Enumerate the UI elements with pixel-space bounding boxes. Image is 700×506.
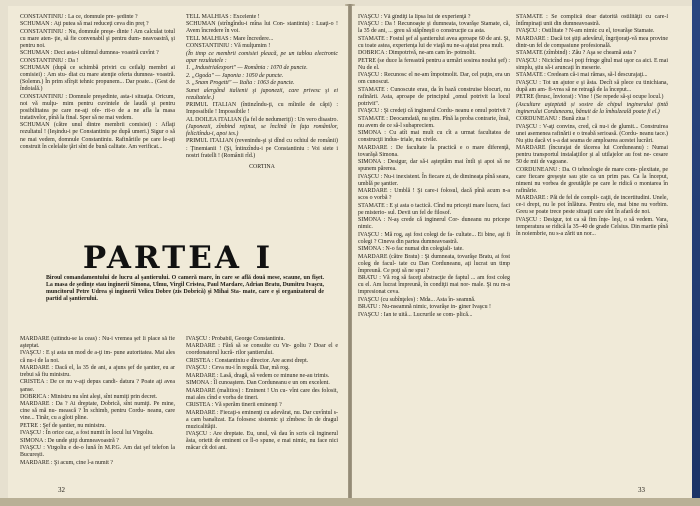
left-page-number: 32 [58,486,65,494]
left-page-column-3 [20,336,175,486]
dialogue-line: CORDUNEANU : Da. O tehnologie de mare com- plexitate, pe care fiecare greşeşte sau ştie ca un prim pas. Ca la început, nimeni nu vorbea de greutăţile pe care le ridică o montarea în rafinărie. [516,166,668,194]
dialogue-line: CORTINA [249,163,275,170]
dialogue-line: PRIMUL ITALIAN (revenindu-şi şi dînd cu ochiul de românii) : Ţinemianii ! (Şi, întinzîndu-i pe Constantiniu : Voi siete i nostri fratelli ! (Românii rîd.) [186,138,338,159]
dialogue-line: MARDARE (malitios) : Eminent ! Un cu- vînt care des folosit, mai ales cînd e vorba de tineri. [186,387,338,401]
dialogue-line: IVAŞCU : E şi asta un mod de a-ţi im- pune autoritatea. Mai ales că nu-i de la noi. [20,350,175,364]
dialogue-line: STAMATE : Fostul şef al şantierului avea aproape 60 de ani. Şi, cu toate astea, experienţa lui de viaţă nu ne-a ajutat prea mult. [358,35,510,49]
dialogue-line: IVAŞCU : Şi credeţi că inginerul Cordu- neanu e omul potrivit ? [358,108,510,115]
dialogue-line: IVAŞCU : Ostilitate ? N-am nimic cu el, tovarăşe Stamate. [516,28,655,35]
dialogue-line: (Ascultare aşteptată și sosire de chipul inginerului ţintă inginerului Corduneanu, bănuit de la îmbulzeală poate fi el.) [516,101,668,115]
dialogue-line: SIMONA : N-o fac numai din colegiali- tate. [358,246,464,253]
dialogue-line: CONSTANTINIU : Nu, domnule preşe- dinte ! Am calculat totul cu mare aten- ţie, să fie convenabil şi pentru dum- neavoastră, şi pentru noi. [20,28,175,49]
right-page-number: 33 [638,486,645,494]
dialogue-line: BRATU : Vă rog să faceţi abstracţie de faptul ... am fost coleg cu el. Am lucrat împreună, în condiţii mai nor- male. Şi nu m-a impresionat ceva. [358,275,510,296]
dialogue-line: CRISTEA : Constantiniu e director. Are acest drept. [186,357,309,364]
dialogue-line: SIMONA : De unde ştiţi dumneavoastră ? [20,437,119,444]
dialogue-line: 2. „Ogoda" — Japonia : 1050 de puncte. [186,72,284,79]
dialogue-line: TELL MALHIAS : Mare încredere... [186,35,274,42]
dialogue-line: IVAŞCU : Ian te uită... Lucrurile se com- plică... [358,311,473,318]
dialogue-line: PETRE : Şef de şantier, nu ministru. [20,422,106,429]
dialogue-line: CRISTEA : Vă sperăm tinerii eminenţi ? [186,402,282,409]
left-page-column-1 [20,14,175,226]
dialogue-line: IVAŞCU : Desigur, tot ca să fim înţe- leşi, o să vedem. Vara, temperatura se ridică la 35–40 de grade Celsius. Din martie pînă în noiembrie, nu s-a zărit un nor... [516,216,668,237]
dialogue-line: STAMATE : Cunoscute erau, da în bază construise blocuri, nu rafinării. Asta, aproape de principiul „omul potrivit la locul potrivit". [358,86,510,107]
dialogue-line: MARDARE : Dacă el, la 35 de ani, a ajuns şef de şantier, eu ar trebui să fiu ministru. [20,364,175,379]
dialogue-line: IVAŞCU : Da ! Recunoaşte şi dumneata, tovarăşe Stamate, că, la 35 de ani, ... greu să stăpîneşti o construcţie ca asta. [358,21,510,35]
dialogue-line: SIMONA : Îl cunoaştem. Dan Corduneanu e un om excelent. [186,380,330,387]
dialogue-line: MARDARE : De facultate la practică e o mare diferenţă, tovarăşă Simona. [358,144,510,158]
dialogue-line: MARDARE : Şi acum, cine l-a numit ? [20,459,113,466]
dialogue-line: CRISTEA : De ce nu v-aţi depus candi- datura ? Poate aţi avea şanse. [20,379,175,393]
dialogue-line: STAMATE : Deocamdată, nu ştim. Pînă la proba contrarie, însă, nu avem de ce să-l subapreciem. [358,115,510,129]
dialogue-line: IVAŞCU : Nu-i inexistent. În fiecare zi, de dimineaţa pînă seara, umblă pe şantier. [358,173,510,187]
dialogue-line: AL DOILEA ITALIAN (la fel de nedumeriţi) : Un vero disastro. [186,116,338,123]
dialogue-line: SCHUMAN : Deci asta-i ultimul dumnea- voastră cuvînt ? [20,50,159,57]
dialogue-line: IVAŞCU : În orice caz, a fost numit în locul lui Virgoliu. [20,430,154,437]
dialogue-line: IVAŞCU : Are dreptate. Eu, unul, vă dau în scris că inginerul ăsta, orietit de eminent ce îl-o spune, e mai nimic, nu face nici măcar cît doi ani. [186,431,338,452]
dialogue-line: MARDARE (uitîndu-se la ceas) : Nu-i vremea şef li place să fie aşteptat. [20,336,175,350]
dialogue-line: 1. „Industrialexport" — România : 1070 de puncte. [186,65,308,72]
dialogue-line: IVAŞCU : Ceva nu-i în regulă. Dar, mă rog. [186,365,290,372]
dialogue-line: MARDARE : Fără să se consulte cu Vir- goliu ? Doar el e coordonatorul lucră- rilor şantierului. [186,343,338,357]
dialogue-line: IVAŞCU : Mă rog, aşi fost colegi de fa- cultate... Ei bine, aşi fi colegi ? Cineva din partea dumneavoastră. [358,231,510,245]
book-cover-edge [692,0,700,506]
dialogue-line: SIMONA : N-aş crede că inginerul Cor- duneanu nu pricepe nimic. [358,217,510,231]
dialogue-line: IVAŞCU : Tot un ajutor e şi ăsta. Decît să plece cu tinichiana, după am am- fi-vrea să ne retragă de la început... [516,79,668,93]
dialogue-line: CONSTANTINIU : Da ! [20,57,79,64]
scene-description: Biroul comandamentului de lucru al şantierului. O cameră mare, în care se află două mese, scaune, un fişet. La masa de şedinţe stau inginerii Simona, Ulmu, Virgil Cristea, Paul Mardare, Adrian Bratu, Dumitru Ivaşcu, muncitorul Petre Udrea şi inginerii Velicu Dobre (zis Dobricǎ) şi Mihai Sta- mate, care e şi organizatorul de partid al şantierului. [46,275,324,303]
dialogue-line: IVAŞCU (cu subînţeles) : Mda... Asta în- seamnă. [358,296,476,303]
dialogue-line: DOBRICA : Dimpotrivă, ne-am cam în- potmolit. [358,50,476,57]
dialogue-line: BRATU : Nu-nseamnă nimic, tovarăşe in- giner Ivaşcu ! [358,304,491,311]
dialogue-line: IVAŞCU : Virgoliu e de-o lună în M.P.G. Am dat şef telefon la Bucureşti. [20,445,175,459]
dialogue-line: 3. „Snam Progetti" — Italia : 1063 de puncte. [186,80,295,87]
dialogue-line: STAMATE : Se complică doar datorită ostilităţii cu care-l întîmpinaţi unii din dumneavoastră. [516,14,668,28]
dialogue-line: MARDARE (încurajat de tăcerea lui Corduneanu) : Numai pentru transportul instalaţiilor şi al utilajelor au fost ne- cesare 50 de mii de vagoane. [516,145,668,166]
dialogue-line: (În timp ce membrii comisiei pleacă, pe un tablou electronic apar rezultatele : [186,50,338,64]
dialogue-line: Sunet alergând italienii şi japonezii, care privesc şi ei rezultatele.) [186,87,338,101]
dialogue-line: IVAŞCU : Recunosc el ne-am împotmolit. Dar, cel puţin, era un om cunoscut. [358,72,510,86]
dialogue-line: IVAŞCU : Nicicînd nu-i poţi fringe gîtul mai uşor ca aici. E mai simplu, ştiu să-i aruncaţi în meserie. [516,57,668,71]
dialogue-line: SCHUMAN (către unul dintre membrii comisiei) : Aflaţi rezultatul ! (Ieşindu-i pe Constantiniu pe după umeri.) Sigur o să ne mai vedem, domnule Constantiniu. Rafinăriile pe care le-aţi construit în celelalte ţări sînt de bună calitate. Am verificat... [20,122,175,150]
dialogue-line: CONSTANTINIU : Domnule preşedinte, asta-i situaţia. Oricum, noi vă mulţu- mim pentru cuvintele de laudă şi pentru posibilitatea pe care ne-aţi ofe- rit-o de a ne afla la masa tratativelor, pînă la final. Sper să ne mai vedem. [20,93,175,121]
dialogue-line: STAMATE : Credeam că-i mai rămas, să-l descurajaţi... [516,72,648,79]
left-page-column-2 [186,14,338,226]
dialogue-line: STAMATE : E şi asta o tactică. Cînd nu priceşti mare lucru, faci pe misterio- sul. Devii un fel de filosof. [358,202,510,216]
right-page [352,6,692,498]
dialogue-line: MARDARE : Lasă, dragă, să vedem ce minune ne-au trimis. [186,372,330,379]
dialogue-line: MARDARE : Păi de fel de compli- caţii, de incertitudini. Unele, ce-i drept, nu le pot înlătura. Pentru ele, mai bine nu vorbim. Greu se poate trece peste situaţii care sînt în afară de noi. [516,195,668,216]
dialogue-line: STAMATE (zîmbind) : Zău ? Aşa se cheamă asta ? [516,50,637,57]
right-page-column-1 [358,14,510,484]
dialogue-line: SIMONA : Cu atît mai mult cu cît a urmat facultatea de construcţii indus- triale, nu civile. [358,130,510,144]
dialogue-line: SCHUMAN (după ce schimbă priviri cu ceilalţi membri ai comisiei) : Am stu- diat cu mare atenţie oferta dumnea- voastră. (Solemn.) În prim sfîrşit tehnic propunem... Dar poate... (Gest de îndoială.) [20,65,175,93]
book-bottom-edge [0,498,700,506]
dialogue-line: PETRE (brusc, înviorat) : Vine ! (Se repede să-şi ocupe locul.) [516,94,664,101]
dialogue-line: PETRE (se duce la fereastră pentru a urmări sosirea noului şef) : Nu de el. [358,57,510,71]
dialogue-line: MARDARE : Fiecaţi-s eminenţi cu adevărat, nu. Dar cuvîntul s-a cam banalizat. Ea folosesc sistemic şi zîmbesc în de dragul muzicalităţii. [186,409,338,430]
dialogue-line: IVAŞCU : V-aţi convins, cred, că nu-i de glumit... Construirea unei asemenea rafinării e o treabă serioasă. (Cordu- neanu tace.) Nu ştiu dacă vi s-a dat seama de amploarea acestei lucrări. [516,123,668,144]
right-page-column-2 [516,14,668,484]
dialogue-line: IVAŞCU : Probabil, George Constantiniu. [186,336,285,342]
dialogue-line: CORDUNEANU : Bună ziua ! [516,116,589,123]
dialogue-line: SIMONA : Desigur, dar să-i aşteptăm mai întîi şi apoi să ne spunem părerea. [358,159,510,173]
dialogue-line: SCHUMAN (strîngîndu-i mîna lui Con- stantiniu) : Luaţi-o ! Avem încredere în voi. [186,21,338,35]
dialogue-line: CONSTANTINIU : Vă mulţumim ! [186,43,271,50]
dialogue-line: CONSTANTINIU : La ce, domnule pre- şedinte ? [20,14,138,20]
dialogue-line: MARDARE : Da ? Ai dreptate, Dobrică, sînt numiţi. Pe mine, cine să mă nu- mească ? În schimb, pentru Cordu- neanu, care vine... Tinăr, cu a gloti pline. [20,401,175,422]
left-page [8,6,348,498]
dialogue-line: SCHUMAN : Aţi putea să mai reduceţi ceva din preţ ? [20,21,149,28]
left-page-column-4 [186,336,338,486]
dialogue-line: PRIMUL ITALIAN (întinzîndu-ţi, cu mîinile de căpi) : Impossibile ! Impossibile ! [186,102,338,116]
dialogue-line: TELL MALHIAS : Excelente ! [186,14,260,20]
dialogue-line: MARDARE : Umblă ! Şi care-i folosul, dacă pînă acum n-a scos o vorbă ? [358,188,510,202]
dialogue-line: MARDARE : Dacă tot ştiţi adevărul, îngrijoraţi-vă mea provine dintr-un fel de compasiune profesională. [516,35,668,49]
dialogue-line: (Japonezii, zîmbind reţinut, se înclină în faţa românilor, felicitîndu-i, apoi ies.) [186,124,338,138]
dialogue-line: MARDARE (către Bratu) : Şi dumneata, tovarăşe Bratu, ai fost coleg de facul- tate cu Dan Corduneanu, aţi lucrat un timp împreună. Ce poţi să ne spui ? [358,253,510,274]
part-heading: PARTEA I [82,240,274,276]
dialogue-line: DOBRICA : Ministru nu sînt aleşi, sînt numiţi prin decret. [20,393,158,400]
dialogue-line: IVAŞCU : Vă gîndiţi la lipsa lui de experienţă ? [358,14,471,20]
